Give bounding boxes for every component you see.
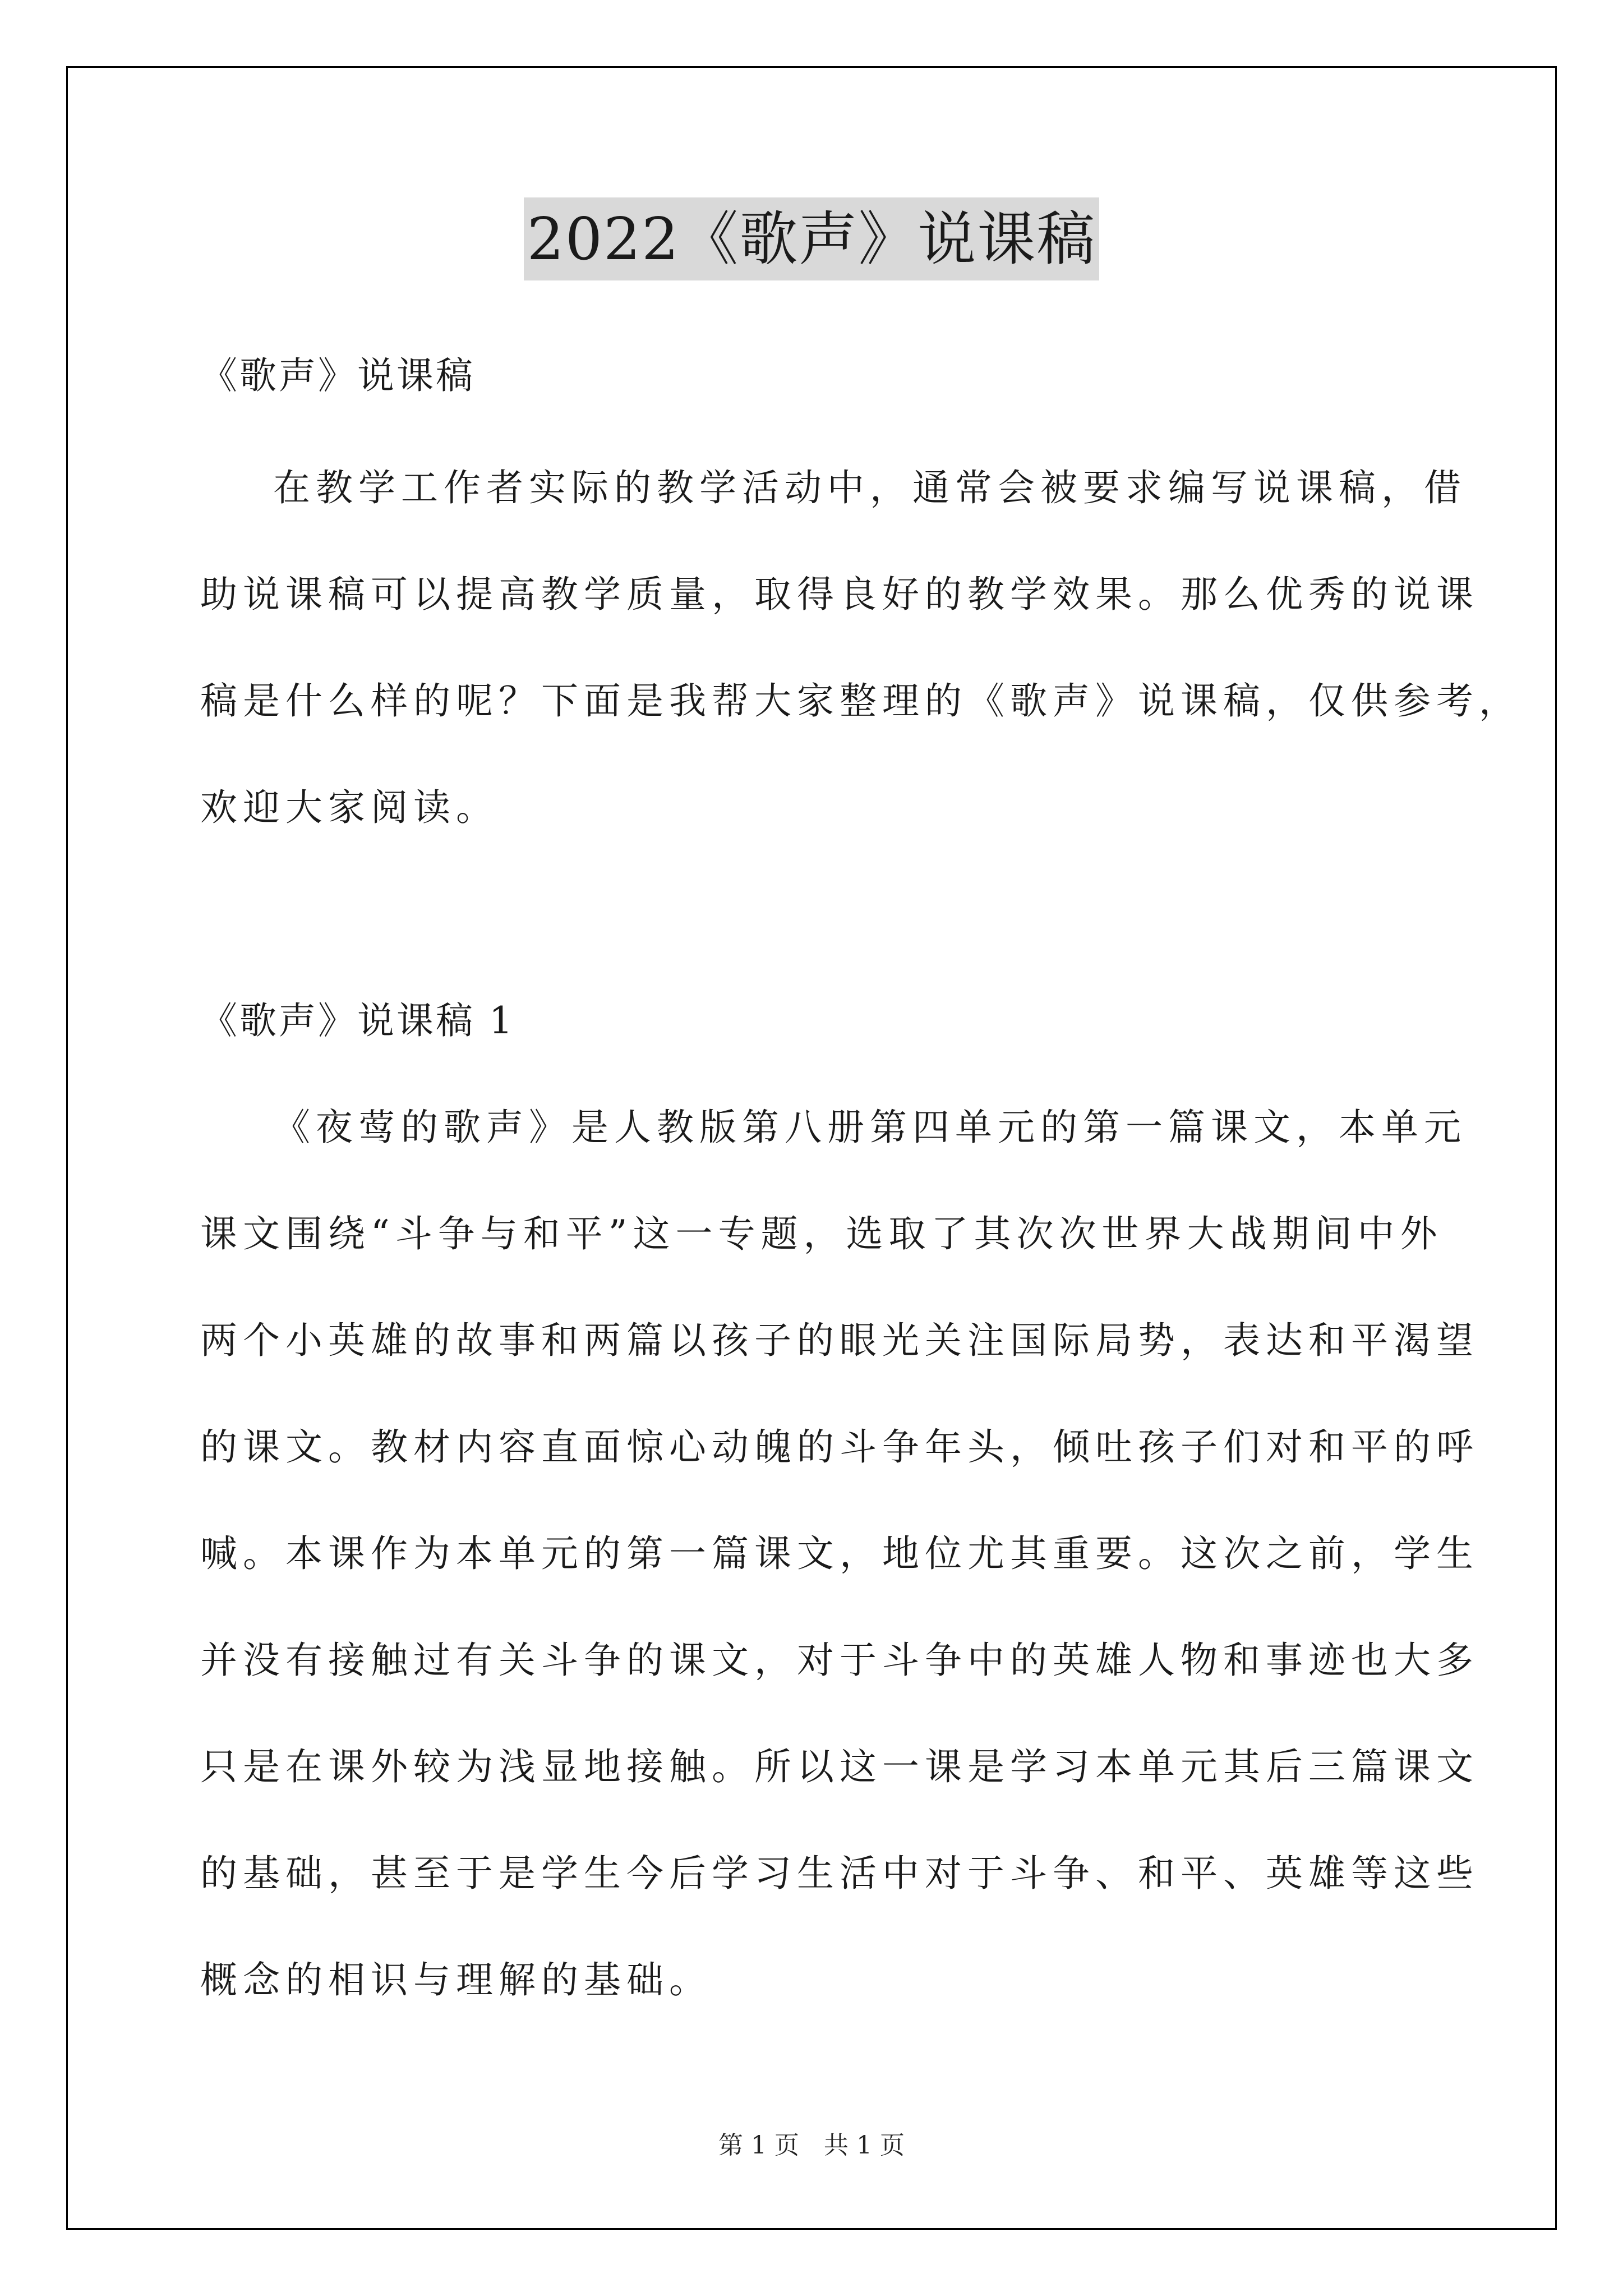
section1-line-5: 喊。本课作为本单元的第一篇课文，地位尤其重要。这次之前，学生 — [200, 1532, 1479, 1575]
intro-heading: 《歌声》说课稿 — [200, 354, 475, 397]
intro-line-4: 欢迎大家阅读。 — [200, 786, 499, 829]
section1-line-3: 两个小英雄的故事和两篇以孩子的眼光关注国际局势，表达和平渴望 — [200, 1319, 1479, 1362]
section1-line-1: 《夜莺的歌声》是人教版第八册第四单元的第一篇课文，本单元 — [273, 1106, 1467, 1149]
section1-heading: 《歌声》说课稿 1 — [200, 999, 515, 1042]
intro-line-3: 稿是什么样的呢？下面是我帮大家整理的《歌声》说课稿，仅供参考， — [200, 679, 1521, 723]
section1-line-6: 并没有接触过有关斗争的课文，对于斗争中的英雄人物和事迹也大多 — [200, 1639, 1479, 1682]
document-title: 2022《歌声》说课稿 — [524, 197, 1100, 280]
intro-line-1: 在教学工作者实际的教学活动中，通常会被要求编写说课稿，借 — [273, 466, 1467, 509]
intro-line-2: 助说课稿可以提高教学质量，取得良好的教学效果。那么优秀的说课 — [200, 573, 1479, 616]
section1-line-8: 的基础，甚至于是学生今后学习生活中对于斗争、和平、英雄等这些 — [200, 1852, 1479, 1895]
title-container — [0, 197, 1623, 280]
section1-line-9: 概念的相识与理解的基础。 — [200, 1958, 712, 2001]
section1-line-4: 的课文。教材内容直面惊心动魄的斗争年头，倾吐孩子们对和平的呼 — [200, 1425, 1479, 1469]
section1-line-7: 只是在课外较为浅显地接触。所以这一课是学习本单元其后三篇课文 — [200, 1745, 1479, 1788]
section1-line-2: 课文围绕“斗争与和平”这一专题，选取了其次次世界大战期间中外 — [200, 1212, 1443, 1255]
page-footer: 第 1 页 共 1 页 — [718, 2131, 905, 2160]
